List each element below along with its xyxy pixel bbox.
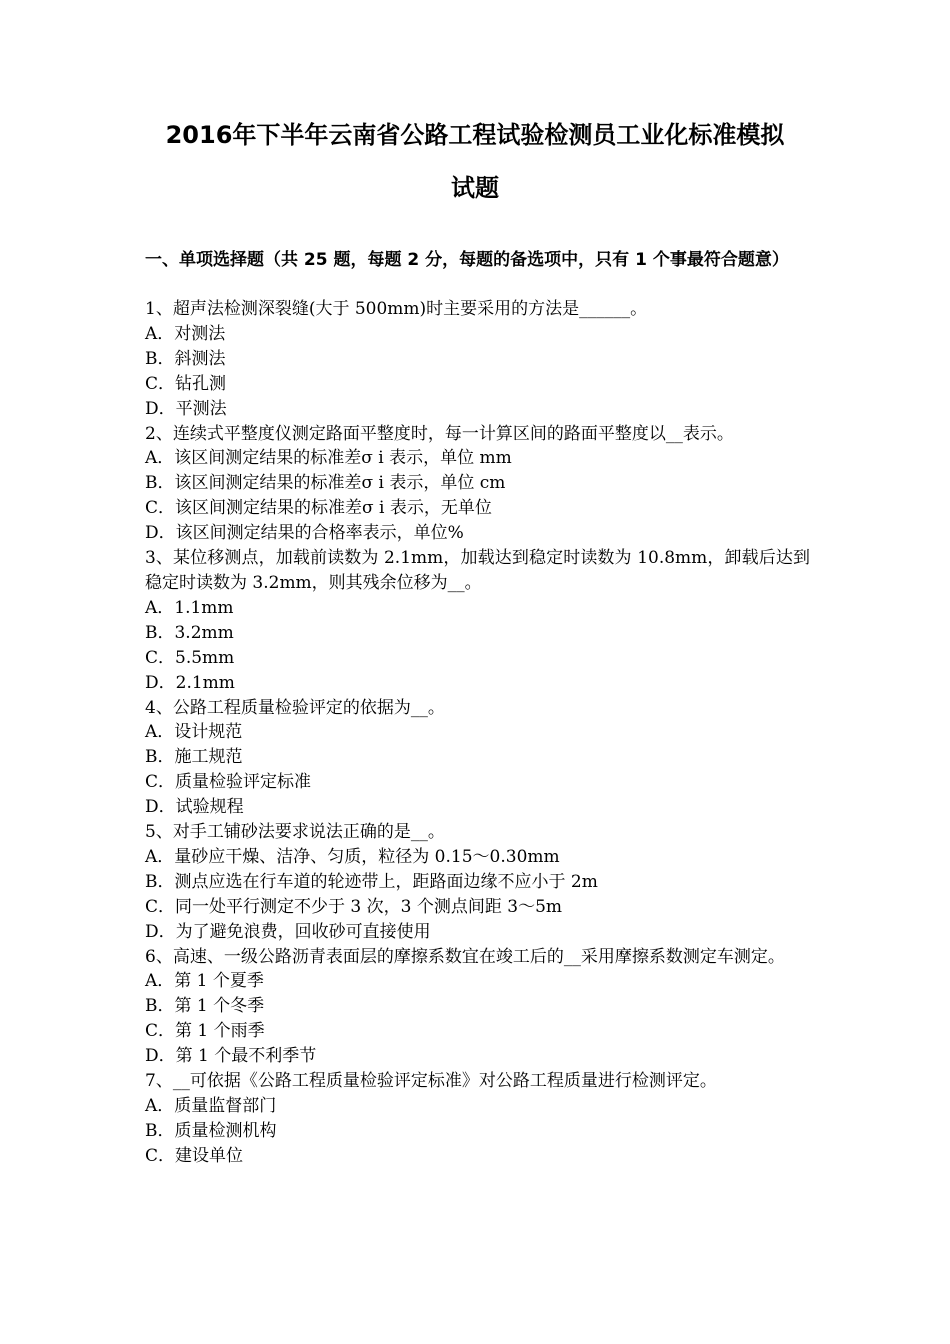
option-a: A．设计规范 (145, 722, 243, 743)
question-list (145, 297, 810, 1169)
option-c: C．该区间测定结果的标准差σ i 表示，无单位 (145, 498, 492, 519)
option-c: C．5.5mm (145, 647, 235, 668)
option-d: D．平测法 (145, 398, 227, 419)
option-b: B．该区间测定结果的标准差σ i 表示，单位 cm (145, 473, 506, 494)
question-2 (145, 422, 810, 547)
option-b: B．第 1 个冬季 (145, 996, 265, 1017)
section-heading: 一、单项选择题（共 25 题，每题 2 分，每题的备选项中，只有 1 个事最符合题意） (145, 250, 789, 270)
option-a: A．质量监督部门 (145, 1096, 277, 1116)
document-title-line1: 2016年下半年云南省公路工程试验检测员工业化标准模拟 (165, 121, 785, 149)
option-b: B．斜测法 (145, 348, 226, 369)
question-stem: 4、公路工程质量检验评定的依据为__。 (145, 697, 445, 718)
option-b: B．施工规范 (145, 747, 243, 768)
question-stem: 1、超声法检测深裂缝(大于 500mm)时主要采用的方法是______。 (145, 299, 648, 319)
option-c: C．质量检验评定标准 (145, 772, 312, 793)
option-d: D．第 1 个最不利季节 (145, 1046, 317, 1067)
question-4 (145, 696, 810, 821)
option-d: D．该区间测定结果的合格率表示，单位% (145, 523, 464, 544)
question-7 (145, 1069, 810, 1169)
option-a: A．量砂应干燥、洁净、匀质，粒径为 0.15～0.30mm (145, 846, 560, 867)
question-3 (145, 546, 810, 695)
question-5 (145, 820, 810, 945)
question-6 (145, 945, 810, 1070)
question-1 (145, 297, 810, 422)
option-d: D．2.1mm (145, 672, 235, 693)
option-a: A．1.1mm (145, 597, 234, 618)
option-b: B．3.2mm (145, 622, 234, 643)
option-c: C．同一处平行测定不少于 3 次，3 个测点间距 3～5m (145, 896, 563, 917)
option-c: C．钻孔测 (145, 373, 227, 394)
question-stem: 7、__可依据《公路工程质量检验评定标准》对公路工程质量进行检测评定。 (145, 1071, 717, 1092)
question-stem: 5、对手工铺砂法要求说法正确的是__。 (145, 822, 445, 843)
option-c: C．建设单位 (145, 1145, 244, 1166)
option-d: D．为了避免浪费，回收砂可直接使用 (145, 921, 431, 942)
option-d: D．试验规程 (145, 797, 244, 818)
option-b: B．测点应选在行车道的轮迹带上，距路面边缘不应小于 2m (145, 871, 598, 892)
document-title-line2: 试题 (451, 174, 499, 202)
option-a: A．第 1 个夏季 (145, 971, 264, 992)
question-stem: 2、连续式平整度仪测定路面平整度时，每一计算区间的路面平整度以__表示。 (145, 423, 734, 444)
question-stem: 3、某位移测点，加载前读数为 2.1mm，加载达到稳定时读数为 10.8mm，卸载后达到稳定时读数为 3.2mm，则其残余位移为__。 (145, 548, 810, 593)
option-a: A．该区间测定结果的标准差σ i 表示，单位 mm (145, 448, 512, 469)
option-c: C．第 1 个雨季 (145, 1021, 265, 1042)
option-a: A．对测法 (145, 323, 226, 344)
option-b: B．质量检测机构 (145, 1120, 277, 1141)
question-stem: 6、高速、一级公路沥青表面层的摩擦系数宜在竣工后的__采用摩擦系数测定车测定。 (145, 946, 785, 967)
